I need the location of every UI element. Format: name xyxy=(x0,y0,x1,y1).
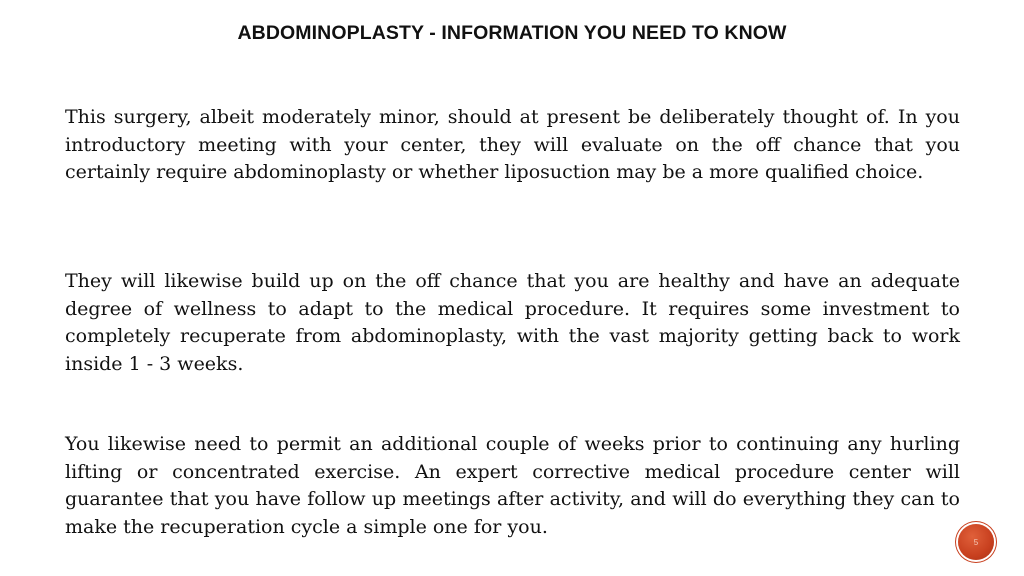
page-number-badge xyxy=(958,524,994,560)
body-paragraph-1: This surgery, albeit moderately minor, should at present be deliberately thought of. In you introductory meeting with your center, they will evaluate on the off chance that you certainly require abdominoplasty or whether liposuction may be a more qualified choice. xyxy=(65,106,960,183)
body-paragraph-2: They will likewise build up on the off chance that you are healthy and have an adequate degree of wellness to adapt to the medical procedure. It requires some investment to completely recuperate from abdominoplasty, with the vast majority getting back to work inside 1 - 3 weeks. xyxy=(65,270,960,375)
page-number: 5 xyxy=(973,537,979,547)
body-paragraph-3: You likewise need to permit an additional couple of weeks prior to continuing any hurling lifting or concentrated exercise. An expert corrective medical procedure center will guarantee that you have follow up meetings after activity, and will do everything they can to make the recuperation cycle a simple one for you. xyxy=(65,433,960,538)
slide-title: ABDOMINOPLASTY - INFORMATION YOU NEED TO KNOW xyxy=(237,22,787,44)
